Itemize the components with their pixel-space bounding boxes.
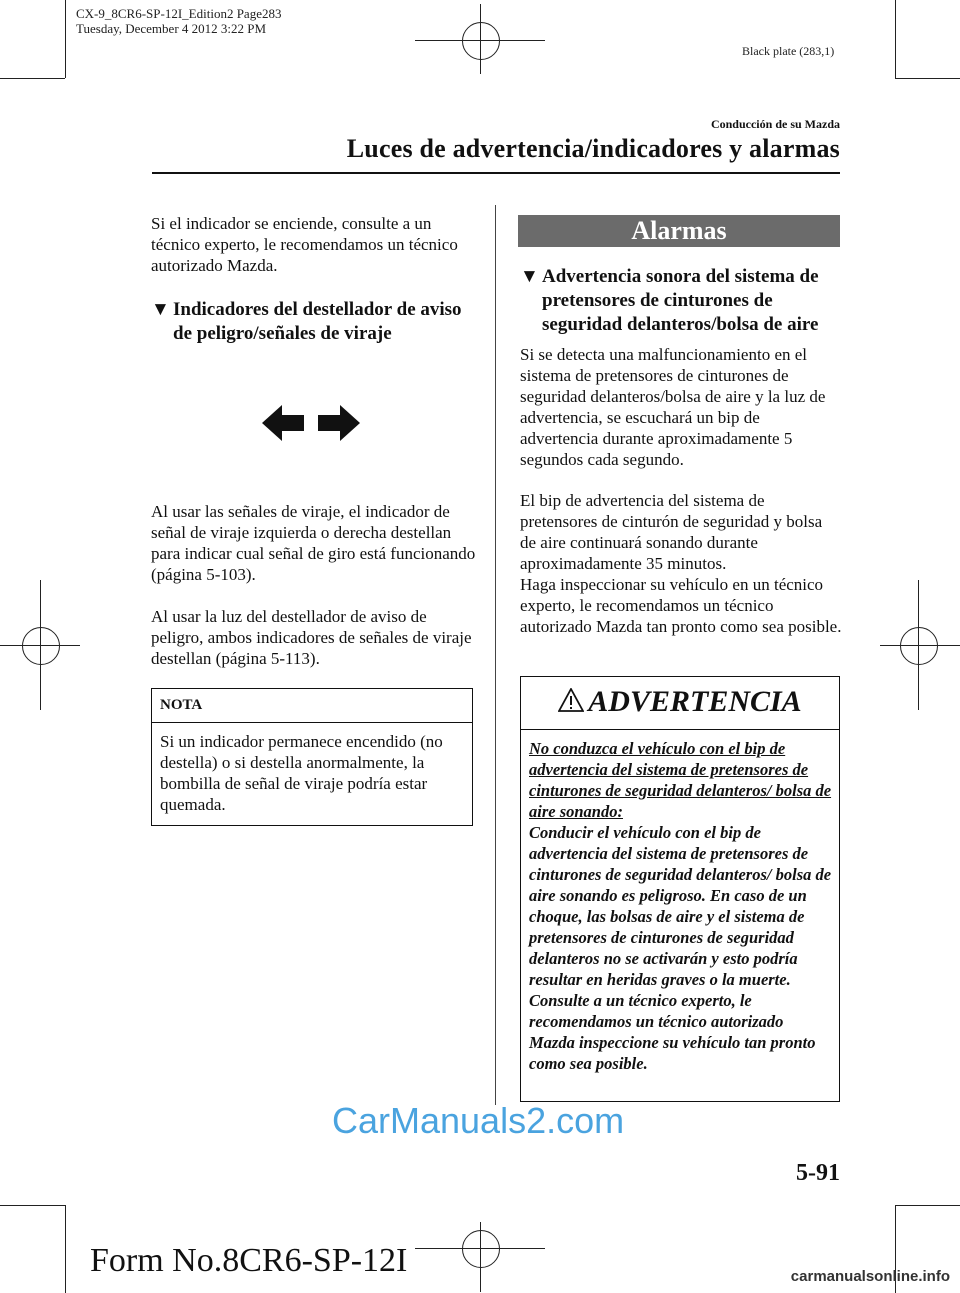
right-subheading-text: Advertencia sonora del sistema de pretensores de cinturones de seguridad delanteros/bolsa de aire bbox=[542, 266, 819, 335]
right-arrow-icon bbox=[318, 405, 360, 441]
warning-title: ADVERTENCIA bbox=[588, 685, 802, 718]
watermark: CarManuals2.com bbox=[332, 1100, 625, 1141]
column-divider bbox=[495, 205, 496, 1105]
alarm-paragraph-2: El bip de advertencia del sistema de pretensores de cinturón de seguridad y bolsa de aire continuará sonando durante aproximadamente 35 minutos. bbox=[520, 491, 823, 573]
hazard-paragraph: Al usar la luz del destellador de aviso de peligro, ambos indicadores de señales de viraje destellan (página 5-113). bbox=[151, 607, 472, 668]
print-slug bbox=[76, 6, 281, 36]
page-number: 5-91 bbox=[796, 1160, 840, 1186]
form-number: Form No.8CR6-SP-12I bbox=[90, 1242, 408, 1279]
left-arrow-icon bbox=[262, 405, 304, 441]
turn-signal-arrows-icon bbox=[262, 405, 360, 441]
warning-box bbox=[520, 676, 840, 1102]
right-subheading bbox=[520, 265, 842, 337]
alarm-paragraph-3: Haga inspeccionar su vehículo en un técnico experto, le recomendamos un técnico autorizado Mazda tan pronto como sea posible. bbox=[520, 575, 842, 636]
triangle-bullet-icon: ▼ bbox=[151, 299, 170, 320]
slug-line-2: Tuesday, December 4 2012 3:22 PM bbox=[76, 21, 267, 36]
alarm-paragraph-1: Si se detecta una malfuncionamiento en el sistema de pretensores de cinturones de seguridad delanteros/bolsa de aire y la luz de advertencia, se escuchará un bip de advertencia durante aproximadamente 5 segundos cada segundo. bbox=[520, 345, 826, 469]
section-label: Conducción de su Mazda bbox=[710, 117, 840, 131]
warning-header bbox=[521, 677, 839, 730]
slug-line-1: CX-9_8CR6-SP-12I_Edition2 Page283 bbox=[76, 6, 282, 21]
left-subheading-text: Indicadores del destellador de aviso de peligro/señales de viraje bbox=[173, 299, 462, 344]
note-body: Si un indicador permanece encendido (no destella) o si destella anormalmente, la bombilla de señal de viraje podría estar quemada. bbox=[160, 732, 443, 814]
warning-body bbox=[521, 730, 839, 1084]
alarms-banner: Alarmas bbox=[518, 215, 840, 247]
note-title: NOTA bbox=[152, 689, 472, 723]
header-rule bbox=[152, 172, 840, 174]
black-plate-label: Black plate (283,1) bbox=[742, 44, 835, 58]
triangle-bullet-icon: ▼ bbox=[520, 266, 539, 287]
note-box bbox=[151, 688, 473, 826]
warning-lead: No conduzca el vehículo con el bip de advertencia del sistema de pretensores de cinturones de seguridad delanteros/ bolsa de aire sonando: bbox=[529, 739, 832, 821]
chapter-title: Luces de advertencia/indicadores y alarmas bbox=[346, 134, 840, 163]
warning-triangle-icon bbox=[558, 688, 584, 712]
turn-signal-svg bbox=[262, 405, 360, 441]
left-subheading bbox=[151, 298, 481, 346]
warning-text-2: Consulte a un técnico experto, le recomendamos un técnico autorizado Mazda inspeccione su vehículo tan pronto como sea posible. bbox=[529, 991, 816, 1073]
site-watermark: carmanualsonline.info bbox=[790, 1268, 950, 1285]
warning-text-1: Conducir el vehículo con el bip de advertencia del sistema de pretensores de cinturones de seguridad delanteros/ bolsa de aire sonando es peligroso. En caso de un choque, las bolsas de aire y el sistema de pretensores de cinturones de seguridad delanteros no se activarán y esto podría resultar en heridas graves o la muerte. bbox=[529, 823, 832, 989]
intro-paragraph: Si el indicador se enciende, consulte a un técnico experto, le recomendamos un técnico autorizado Mazda. bbox=[151, 214, 458, 275]
turn-signal-paragraph: Al usar las señales de viraje, el indicador de señal de viraje izquierda o derecha destellan para indicar cual señal de giro está funcionando (página 5-103). bbox=[151, 502, 476, 584]
